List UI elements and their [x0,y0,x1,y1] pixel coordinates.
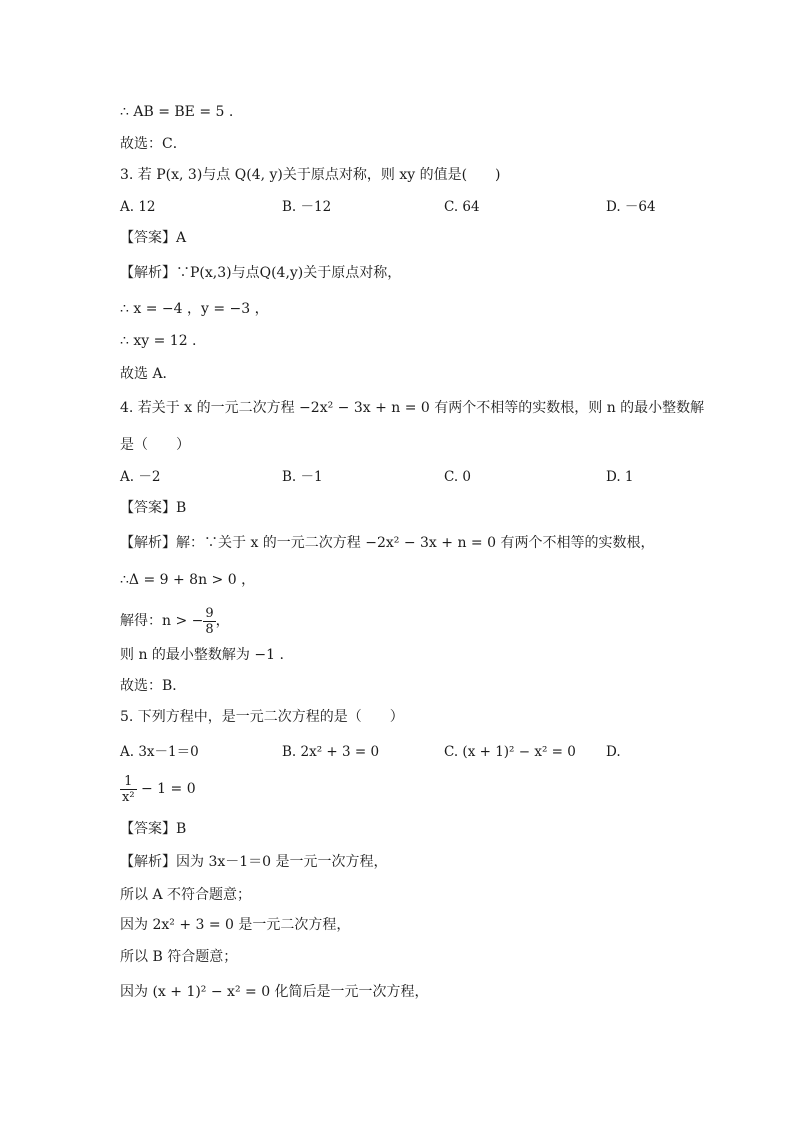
answer-value: A [176,230,187,246]
q5-analysis [120,852,388,872]
question-4-stem-line-2: 是（ ） [120,437,190,453]
fraction-numerator: 1 [120,774,137,790]
q3-option-a: A. 12 [120,199,156,215]
question-5-stem: 5. 下列方程中，是一元二次方程的是（ ） [120,709,404,725]
analysis-label: 【解析】 [120,265,176,281]
q4-step-3: 则 n 的最小整数解为 −1 . [120,647,284,663]
analysis-label: 【解析】 [120,535,176,551]
q5-option-d-expression [120,772,196,806]
q5-answer [120,819,186,839]
text-line: 故选：C． [120,136,187,152]
q5-option-a: A. 3x－1＝0 [120,744,199,760]
q3-analysis [120,263,401,283]
question-4-stem-line-1: 4. 若关于 x 的一元二次方程 −2x² − 3x + n = 0 有两个不相等的实数根，则 n 的最小整数解 [120,400,705,416]
fraction-denominator: 8 [205,621,214,637]
answer-label: 【答案】 [120,230,176,246]
q5-step-3: 所以 B 符合题意； [120,949,238,965]
step-text-end: ， [215,613,230,629]
answer-label: 【答案】 [120,821,176,837]
q3-step-3: 故选 A． [120,366,177,382]
q3-step-2: ∴ xy = 12 . [120,333,197,349]
step-text: 解得：n > − [120,613,204,629]
q5-step-1: 所以 A 不符合题意； [120,887,252,903]
q3-option-c: C. 64 [444,199,480,215]
analysis-text: 解：∵关于 x 的一元二次方程 −2x² − 3x + n = 0 有两个不相等的实数根， [176,535,655,551]
fraction-numerator: 9 [205,605,214,621]
q3-answer [120,228,186,248]
q3-option-d: D. －64 [606,199,656,215]
text-line: ∴ AB = BE = 5 . [120,104,234,120]
q4-analysis [120,533,654,553]
analysis-text: 因为 3x－1＝0 是一元一次方程， [176,854,388,870]
analysis-label: 【解析】 [120,854,176,870]
fraction-denominator: x² [122,789,135,805]
q5-option-d: D. [606,744,621,760]
fraction [203,606,215,637]
answer-label: 【答案】 [120,500,176,516]
question-3-stem: 3. 若 P(x, 3)与点 Q(4, y)关于原点对称，则 xy 的值是( ) [120,167,501,183]
expression-text: − 1 = 0 [141,781,196,797]
q4-step-1: ∴Δ = 9 + 8n > 0 ， [120,572,256,588]
q3-option-b: B. －12 [282,199,332,215]
answer-value: B [176,500,187,516]
analysis-text: ∵P(x,3)与点Q(4,y)关于原点对称， [176,265,402,281]
q4-step-2 [120,604,230,638]
fraction [120,774,137,805]
q5-option-b: B. 2x² + 3 = 0 [282,744,380,760]
answer-value: B [176,821,187,837]
q5-option-c: C. (x + 1)² − x² = 0 [444,744,576,760]
q4-option-c: C. 0 [444,469,472,485]
q4-answer [120,498,186,518]
q3-step-1: ∴ x = −4 ，y = −3 ， [120,301,269,317]
q4-option-b: B. －1 [282,469,323,485]
q4-option-a: A. －2 [120,469,161,485]
q5-step-4: 因为 (x + 1)² − x² = 0 化简后是一元一次方程， [120,984,429,1000]
q5-step-2: 因为 2x² + 3 = 0 是一元二次方程， [120,917,351,933]
q4-step-4: 故选：B． [120,678,187,694]
q4-option-d: D. 1 [606,469,634,485]
